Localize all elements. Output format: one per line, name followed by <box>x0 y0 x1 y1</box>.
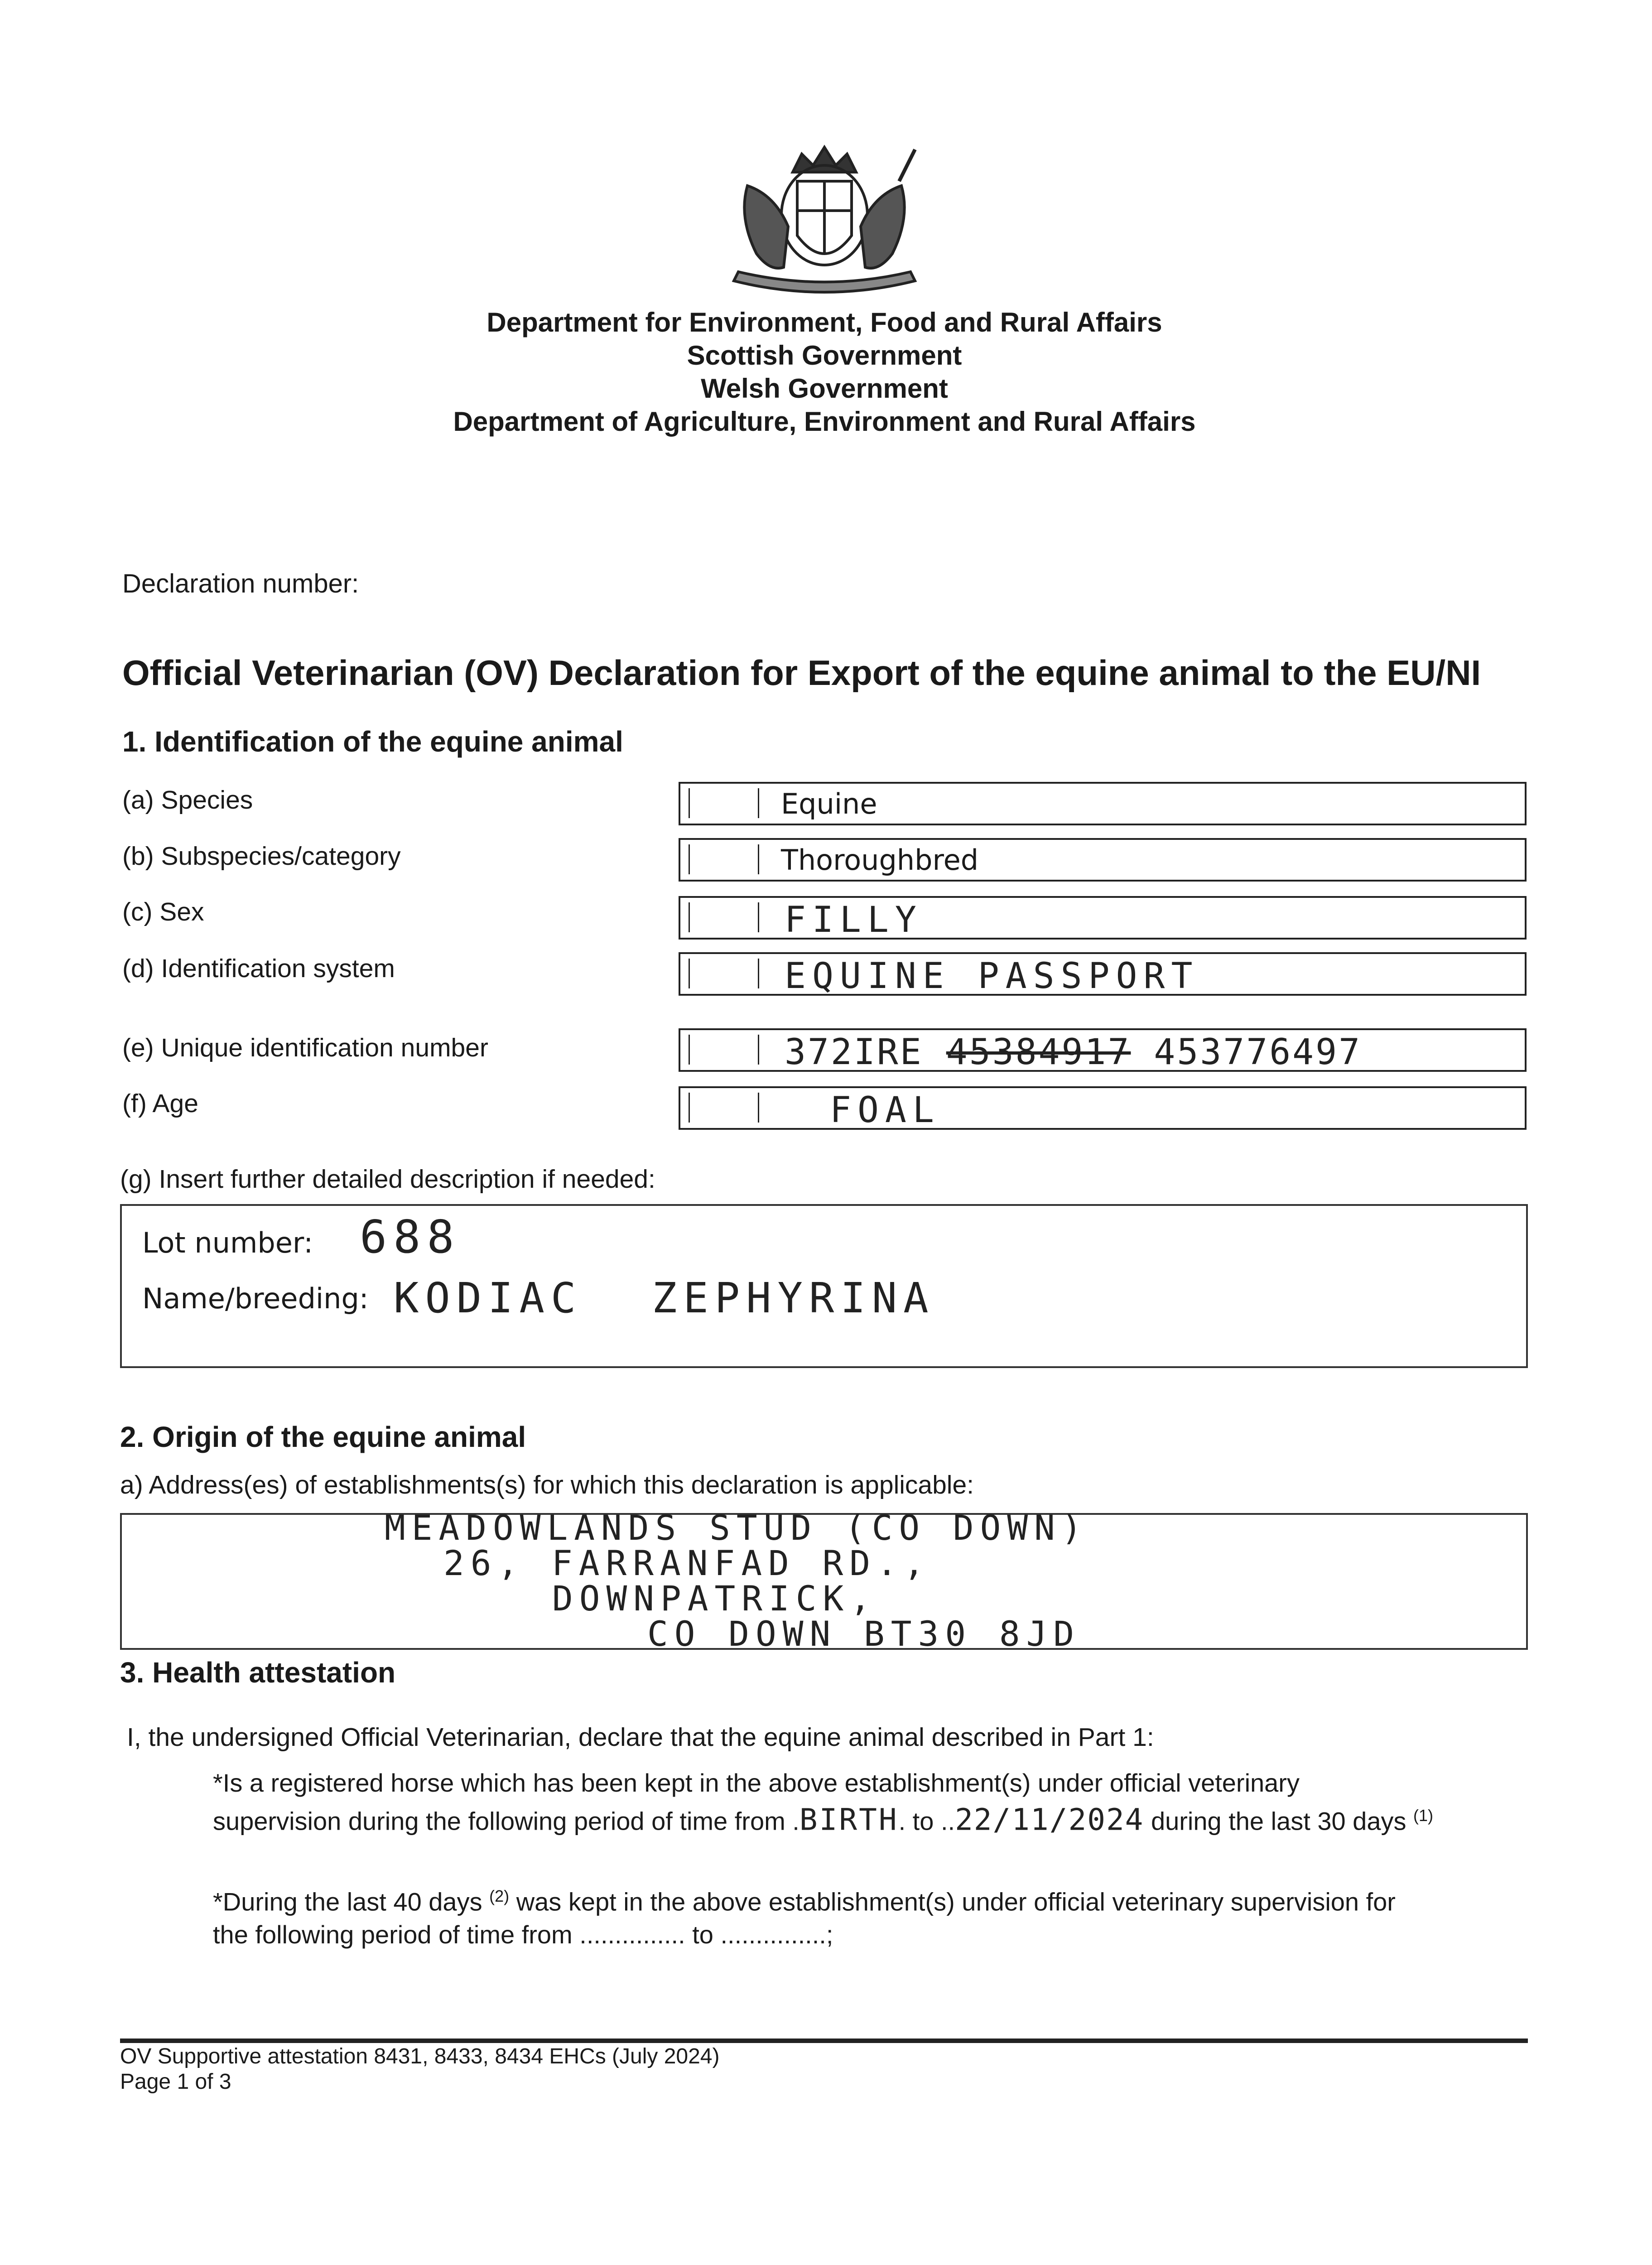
attestation-item-2 <box>213 1880 1396 1951</box>
id-system-value: EQUINE PASSPORT <box>785 956 1199 997</box>
id-system-checkbox <box>689 959 759 988</box>
unique-id-struck: 45384917 <box>946 1032 1131 1073</box>
age-checkbox <box>689 1093 759 1123</box>
attestation-to-value: 22/11/2024 <box>955 1802 1144 1837</box>
footer <box>120 2044 719 2095</box>
section1-heading: 1. Identification of the equine animal <box>122 725 623 758</box>
unique-id-corrected: 453776497 <box>1154 1032 1362 1073</box>
agency-welsh-government: Welsh Government <box>701 373 948 404</box>
agency-header <box>362 306 1286 438</box>
attestation-item-2-text-a: *During the last 40 days <box>213 1887 482 1916</box>
species-label: (a) Species <box>122 786 253 814</box>
lot-number-label: Lot number: <box>142 1226 313 1259</box>
age-value: FOAL <box>830 1090 940 1131</box>
unique-id-field <box>679 1028 1527 1072</box>
establishment-address <box>385 1510 1088 1652</box>
attestation-item-1-line-2 <box>213 1799 1433 1838</box>
address-line-3: DOWNPATRICK, <box>552 1578 877 1619</box>
attestation-from-value: BIRTH <box>799 1802 899 1837</box>
address-line-4: CO DOWN BT30 8JD <box>647 1614 1081 1654</box>
unique-id-prefix: 372IRE <box>785 1032 923 1073</box>
species-field <box>679 782 1527 825</box>
subspecies-label: (b) Subspecies/category <box>122 842 401 871</box>
footer-form-reference: OV Supportive attestation 8431, 8433, 8434 EHCs (July 2024) <box>120 2044 720 2068</box>
attestation-item-1 <box>213 1767 1433 1838</box>
agency-scottish-government: Scottish Government <box>687 340 962 371</box>
species-value: Equine <box>781 787 877 820</box>
subspecies-value: Thoroughbred <box>781 843 979 877</box>
age-label: (f) Age <box>122 1089 198 1118</box>
address-line-2: 26, FARRANFAD RD., <box>443 1543 931 1583</box>
unique-id-label: (e) Unique identification number <box>122 1033 488 1062</box>
subspecies-checkbox <box>689 844 759 874</box>
further-description-label: (g) Insert further detailed description if needed: <box>120 1165 655 1194</box>
section2-subheading: a) Address(es) of establishments(s) for which this declaration is applicable: <box>120 1470 974 1499</box>
lot-number-value: 688 <box>360 1210 461 1263</box>
species-checkbox <box>689 788 759 818</box>
attestation-item-1-text-b: . to .. <box>898 1807 955 1836</box>
attestation-item-2-line-2: the following period of time from ............... to ...............; <box>213 1920 833 1949</box>
attestation-item-1-line-1: *Is a registered horse which has been kept in the above establishment(s) under official veterinary <box>213 1769 1300 1797</box>
footer-rule <box>120 2038 1528 2043</box>
attestation-item-2-text-b: was kept in the above establishment(s) under official veterinary supervision for <box>516 1887 1396 1916</box>
agency-defra: Department for Environment, Food and Rural Affairs <box>486 307 1162 337</box>
section3-heading: 3. Health attestation <box>120 1656 396 1689</box>
declaration-number-label: Declaration number: <box>122 569 359 598</box>
footnote-ref-2: (2) <box>489 1887 510 1905</box>
agency-daera: Department of Agriculture, Environment and Rural Affairs <box>453 406 1196 437</box>
unique-id-value <box>785 1032 1362 1073</box>
attestation-item-1-text-a: supervision during the following period of time from . <box>213 1807 800 1836</box>
health-attestation-intro: I, the undersigned Official Veterinarian, declare that the equine animal described in Part 1: <box>127 1723 1154 1752</box>
id-system-label: (d) Identification system <box>122 954 395 983</box>
unique-id-checkbox <box>689 1035 759 1065</box>
address-line-1: MEADOWLANDS STUD (CO DOWN) <box>385 1508 1088 1548</box>
sex-checkbox <box>689 902 759 932</box>
name-breeding-label: Name/breeding: <box>142 1282 369 1315</box>
document-title: Official Veterinarian (OV) Declaration for Export of the equine animal to the EU/NI <box>122 653 1481 693</box>
breeding-value: ZEPHYRINA <box>652 1274 935 1322</box>
section2-heading: 2. Origin of the equine animal <box>120 1421 526 1453</box>
royal-coat-of-arms-icon <box>720 136 929 299</box>
sex-field <box>679 896 1527 940</box>
sex-label: (c) Sex <box>122 897 204 926</box>
establishment-address-box <box>120 1508 1528 1654</box>
name-value: KODIAC <box>394 1274 583 1322</box>
further-description-box <box>120 1204 1528 1368</box>
attestation-item-2-line-1 <box>213 1880 1396 1918</box>
sex-value: FILLY <box>785 900 923 940</box>
age-field <box>679 1086 1527 1130</box>
subspecies-field <box>679 838 1527 882</box>
footer-page-number: Page 1 of 3 <box>120 2070 231 2094</box>
id-system-field <box>679 952 1527 996</box>
attestation-item-1-text-c: during the last 30 days <box>1151 1807 1406 1836</box>
footnote-ref-1: (1) <box>1413 1806 1434 1825</box>
